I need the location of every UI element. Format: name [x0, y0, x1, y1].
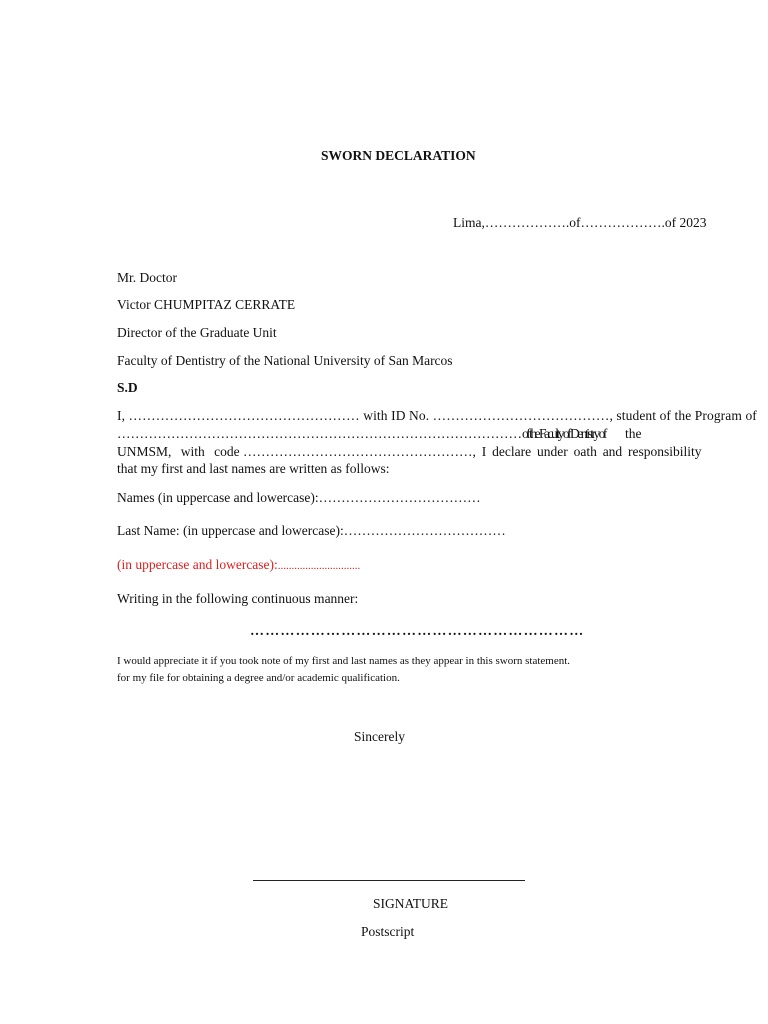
postscript: Postscript	[361, 924, 415, 939]
body-line-3-end: ……………………………………………, I declare under oath and responsibility	[243, 444, 702, 459]
recipient-salutation: Mr. Doctor	[117, 270, 177, 285]
sincerely: Sincerely	[354, 729, 405, 744]
document-title: SWORN DECLARATION	[321, 148, 476, 163]
closing-note-2: for my file for obtaining a degree and/or academic qualification.	[117, 672, 400, 684]
sd-abbreviation: S.D	[117, 380, 138, 395]
body-line-2-overlap-text: of the Faculty of Dentistry of	[522, 426, 605, 441]
body-line-2-end: the	[625, 426, 642, 441]
body-line-3-start: UNMSM, with code	[117, 444, 240, 459]
red-case-label: (in uppercase and lowercase):	[117, 557, 278, 572]
closing-note-1: I would appreciate it if you took note of my first and last names as they appear in this sworn statement.	[117, 655, 571, 667]
recipient-position: Director of the Graduate Unit	[117, 325, 277, 340]
body-line-2-dots: ………………………………………………………………………………	[117, 426, 522, 441]
recipient-institution: Faculty of Dentistry of the National University of San Marcos	[117, 353, 453, 368]
continuous-writing-dots: …………………………………………………………	[250, 624, 585, 639]
signature-line	[253, 880, 525, 881]
signature-label: SIGNATURE	[373, 896, 449, 911]
last-name-field: Last Name: (in uppercase and lowercase):………………………………	[117, 523, 506, 538]
writing-instruction: Writing in the following continuous manner:	[117, 591, 359, 606]
red-case-line	[117, 557, 360, 574]
body-line-4: that my first and last names are written as follows:	[117, 461, 390, 476]
date-line: Lima,……………….of……………….of 2023	[453, 215, 707, 230]
body-line-1: I, …………………………………………… with ID No. …………………………………, student of the Program of	[117, 408, 757, 423]
red-case-dots: ..............................	[277, 560, 361, 572]
names-field: Names (in uppercase and lowercase):………………………………	[117, 490, 481, 505]
recipient-name: Victor CHUMPITAZ CERRATE	[117, 297, 296, 312]
